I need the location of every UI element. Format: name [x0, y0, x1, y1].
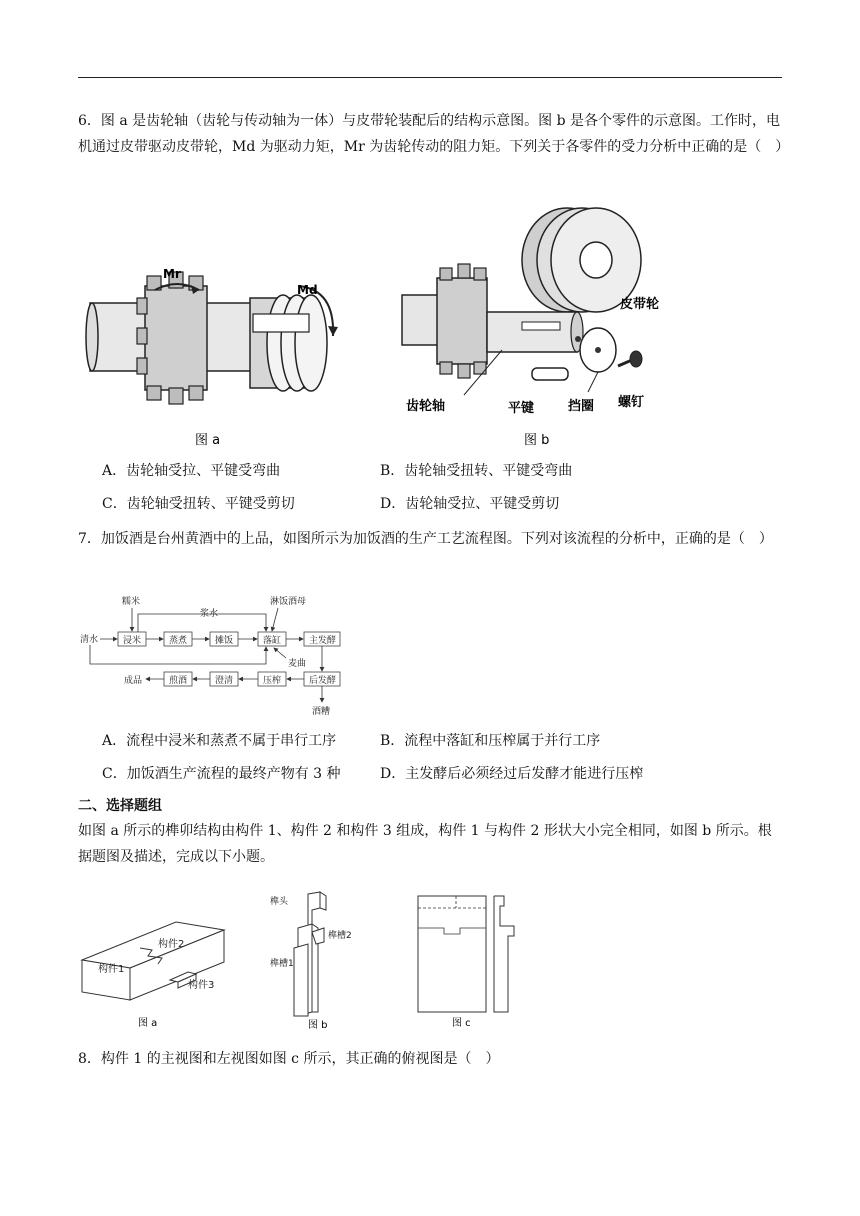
joint-figure-a: [78, 900, 228, 1032]
flow-product: 成品: [124, 676, 143, 686]
q6-option-a[interactable]: A．齿轮轴受拉、平键受弯曲: [102, 463, 281, 479]
flow-spread: 摊饭: [215, 636, 234, 646]
part1-label: 构件1: [98, 964, 125, 975]
tenon-label: 榫头: [270, 897, 289, 907]
q7-option-d[interactable]: D．主发酵后必须经过后发酵才能进行压榨: [380, 766, 644, 782]
part3-label: 构件3: [188, 980, 215, 991]
flow-wheat-koji: 麦曲: [288, 659, 307, 669]
flow-post-ferment: 后发酵: [309, 676, 337, 686]
md-label: Md: [297, 283, 318, 297]
q6-figure-b: [392, 200, 682, 450]
pulley-label: 皮带轮: [620, 297, 660, 312]
joint-figure-c: [416, 892, 526, 1032]
joint-figure-b-caption: 图 b: [308, 1020, 328, 1031]
mortise1-label: 榫槽1: [270, 959, 294, 969]
q6-option-d[interactable]: D．齿轮轴受拉、平键受剪切: [380, 496, 560, 512]
key-label: 平键: [508, 401, 535, 416]
q6-text: 6．图 a 是齿轮轴（齿轮与传动轴为一体）与皮带轮装配后的结构示意图。图 b 是各个零件的示意图。工作时，电机通过皮带驱动皮带轮，Md 为驱动力矩，Mr 为齿轮传动的阻力矩。下列关于各零件的受力分析中正确的是（ ）: [78, 113, 790, 155]
flow-yeast: 淋饭酒母: [270, 597, 307, 607]
mr-label: Mr: [163, 267, 181, 281]
flow-water: 清水: [80, 635, 99, 645]
flow-slurry: 浆水: [200, 609, 219, 619]
section-intro: 如图 a 所示的榫卯结构由构件 1、构件 2 和构件 3 组成，构件 1 与构件 2 形状大小完全相同，如图 b 所示。根据题图及描述，完成以下小题。: [78, 823, 772, 865]
q6-figure-a-caption: 图 a: [195, 433, 221, 448]
joint-figure-c-caption: 图 c: [452, 1018, 471, 1029]
q6-option-c[interactable]: C．齿轮轴受扭转、平键受剪切: [102, 496, 295, 512]
flow-press: 压榨: [263, 676, 282, 686]
flow-decoct: 煎酒: [169, 676, 188, 686]
q6-figure-b-caption: 图 b: [524, 433, 550, 448]
joint-figure-a-caption: 图 a: [138, 1018, 158, 1029]
flow-glutinous-rice: 糯米: [122, 597, 141, 607]
q6-option-b[interactable]: B．齿轮轴受扭转、平键受弯曲: [380, 463, 573, 479]
q7-flowchart: [78, 592, 368, 716]
flow-steam: 蒸煮: [169, 636, 188, 646]
screw-label: 螺钉: [618, 395, 645, 410]
section-title: 二、选择题组: [78, 798, 162, 814]
q8-text: 8．构件 1 的主视图和左视图如图 c 所示，其正确的俯视图是（ ）: [78, 1051, 500, 1067]
q7-text: 7．加饭酒是台州黄酒中的上品，如图所示为加饭酒的生产工艺流程图。下列对该流程的分析中，正确的是（ ）: [78, 531, 773, 547]
mortise2-label: 榫槽2: [328, 931, 352, 941]
q7-option-a[interactable]: A．流程中浸米和蒸煮不属于串行工序: [102, 733, 337, 749]
flow-soak: 浸米: [123, 636, 142, 646]
flow-main-ferment: 主发酵: [309, 636, 337, 646]
washer-label: 挡圈: [568, 399, 595, 414]
q6-figure-a: [85, 258, 355, 448]
joint-figure-b: [268, 888, 378, 1032]
gear-shaft-label: 齿轮轴: [406, 399, 446, 414]
q7-option-b[interactable]: B．流程中落缸和压榨属于并行工序: [380, 733, 601, 749]
flow-vat: 落缸: [263, 636, 282, 646]
flow-clarify: 澄清: [215, 676, 234, 686]
q7-option-c[interactable]: C．加饭酒生产流程的最终产物有 3 种: [102, 766, 341, 782]
header-rule: [78, 77, 782, 78]
part2-label: 构件2: [158, 939, 185, 950]
flow-lees: 酒糟: [312, 707, 331, 716]
